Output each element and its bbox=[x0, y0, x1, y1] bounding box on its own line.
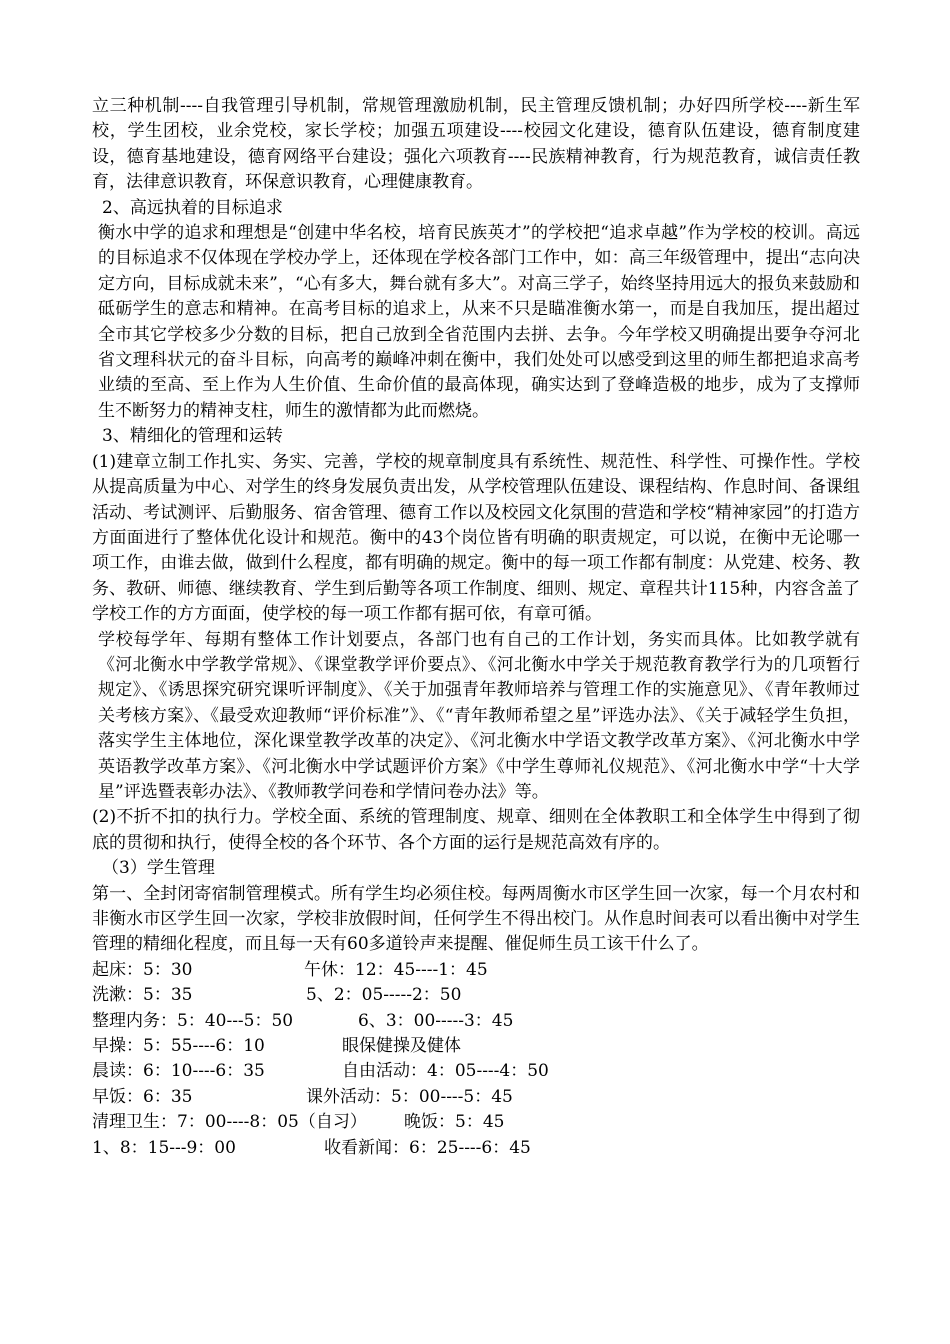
schedule-left: 清理卫生：7：00----8：05（自习） bbox=[92, 1112, 367, 1133]
schedule-right: 眼保健操及健体 bbox=[342, 1035, 461, 1056]
heading-refined-management: 3、精细化的管理和运转 bbox=[102, 426, 283, 447]
schedule-right: 午休：12：45----1：45 bbox=[304, 959, 488, 980]
paragraph-goal-pursuit: 衡水中学的追求和理想是“创建中华名校，培育民族英才”的学校把“追求卓越”作为学校的校训。高远的目标追求不仅体现在学校办学上，还体现在学校各部门工作中，如：高三年级管理中，提出“志向决定方向，目标成就未来”，“心有多大，舞台就有多大”。对高三学子，始终坚持用远大的报负来鼓励和砥砺学生的意志和精神。在高考目标的追求上，从来不只是瞄准衡水第一，而是自我加压，提出超过全市其它学校多少分数的目标，把自己放到全省范围内去拼、去争。今年学校又明确提出要争夺河北省文理科状元的奋斗目标，向高考的巅峰冲刺在衡中，我们处处可以感受到这里的师生都把追求高考业绩的至高、至上作为人生价值、生命价值的最高体现，确实达到了登峰造极的地步，成为了支撑师生不断努力的精神支柱，师生的激情都为此而燃烧。 bbox=[98, 223, 860, 421]
schedule-table bbox=[92, 958, 860, 1161]
schedule-left: 1、8：15---9：00 bbox=[92, 1137, 236, 1158]
schedule-left: 洗漱：5：35 bbox=[92, 985, 193, 1006]
schedule-row bbox=[92, 1059, 860, 1084]
paragraph-execution: (2)不折不扣的执行力。学校全面、系统的管理制度、规章、细则在全体教职工和全体学生中得到了彻底的贯彻和执行，使得全校的各个环节、各个方面的运行是规范高效有序的。 bbox=[92, 807, 860, 853]
schedule-row bbox=[92, 1085, 860, 1110]
schedule-right: 自由活动：4：05----4：50 bbox=[342, 1061, 549, 1082]
schedule-right: 5、2：05-----2：50 bbox=[306, 985, 462, 1006]
schedule-left: 起床：5：30 bbox=[92, 959, 193, 980]
paragraph-work-plans: 学校每学年、每期有整体工作计划要点，各部门也有自己的工作计划，务实而具体。比如教学就有《河北衡水中学教学常规》、《课堂教学评价要点》、《河北衡水中学关于规范教育教学行为的几项暂行规定》、《诱思探究研究课听评制度》、《关于加强青年教师培养与管理工作的实施意见》、《青年教师过关考核方案》、《最受欢迎教师“评价标准”》、《“青年教师希望之星”评选办法》、《关于减轻学生负担，落实学生主体地位，深化课堂教学改革的决定》、《河北衡水中学语文教学改革方案》、《河北衡水中学英语教学改革方案》、《河北衡水中学试题评价方案》《中学生尊师礼仪规范》、《河北衡水中学“十大学星”评选暨表彰办法》、《教师教学问卷和学情问卷办法》等。 bbox=[98, 629, 860, 802]
paragraph-boarding-mode: 第一、全封闭寄宿制管理模式。所有学生均必须住校。每两周衡水市区学生回一次家，每一个月农村和非衡水市区学生回一次家，学校非放假时间，任何学生不得出校门。从作息时间表可以看出衡中对学生管理的精细化程度，而且每一天有60多道铃声来提醒、催促师生员工该干什么了。 bbox=[92, 883, 860, 955]
document-page bbox=[92, 94, 860, 1161]
schedule-row bbox=[92, 1110, 860, 1135]
schedule-right: 收看新闻：6：25----6：45 bbox=[324, 1137, 531, 1158]
schedule-left: 早饭：6：35 bbox=[92, 1086, 193, 1107]
schedule-row bbox=[92, 1034, 860, 1059]
schedule-row bbox=[92, 983, 860, 1008]
schedule-row bbox=[92, 1009, 860, 1034]
heading-student-management: （3）学生管理 bbox=[102, 858, 215, 879]
paragraph-mechanisms: 立三种机制----自我管理引导机制，常规管理激励机制，民主管理反馈机制；办好四所学校----新生军校，学生团校，业余党校，家长学校；加强五项建设----校园文化建设，德育队伍建设，德育制度建设，德育基地建设，德育网络平台建设；强化六项教育----民族精神教育，行为规范教育，诚信责任教育，法律意识教育，环保意识教育，心理健康教育。 bbox=[92, 96, 860, 193]
heading-goal-pursuit: 2、高远执着的目标追求 bbox=[102, 197, 283, 218]
schedule-right: 课外活动：5：00----5：45 bbox=[306, 1086, 513, 1107]
schedule-right: 6、3：00-----3：45 bbox=[358, 1010, 514, 1031]
schedule-row bbox=[92, 1136, 860, 1161]
schedule-row bbox=[92, 958, 860, 983]
schedule-right: 晚饭：5：45 bbox=[404, 1112, 505, 1133]
schedule-left: 整理内务：5：40---5：50 bbox=[92, 1010, 294, 1031]
paragraph-rules-system: (1)建章立制工作扎实、务实、完善，学校的规章制度具有系统性、规范性、科学性、可操作性。学校从提高质量为中心、对学生的终身发展负责出发，从学校管理队伍建设、课程结构、作息时间、备课组活动、考试测评、后勤服务、宿舍管理、德育工作以及校园文化氛围的营造和学校“精神家园”的打造方方面面进行了整体优化设计和规范。衡中的43个岗位皆有明确的职责规定，可以说，在衡中无论哪一项工作，由谁去做，做到什么程度，都有明确的规定。衡中的每一项工作都有制度：从党建、校务、教务、教研、师德、继续教育、学生到后勤等各项工作制度、细则、规定、章程共计115种，内容含盖了学校工作的方方面面，使学校的每一项工作都有据可依，有章可循。 bbox=[92, 451, 860, 625]
schedule-left: 晨读：6：10----6：35 bbox=[92, 1061, 265, 1082]
schedule-left: 早操：5：55----6：10 bbox=[92, 1035, 265, 1056]
